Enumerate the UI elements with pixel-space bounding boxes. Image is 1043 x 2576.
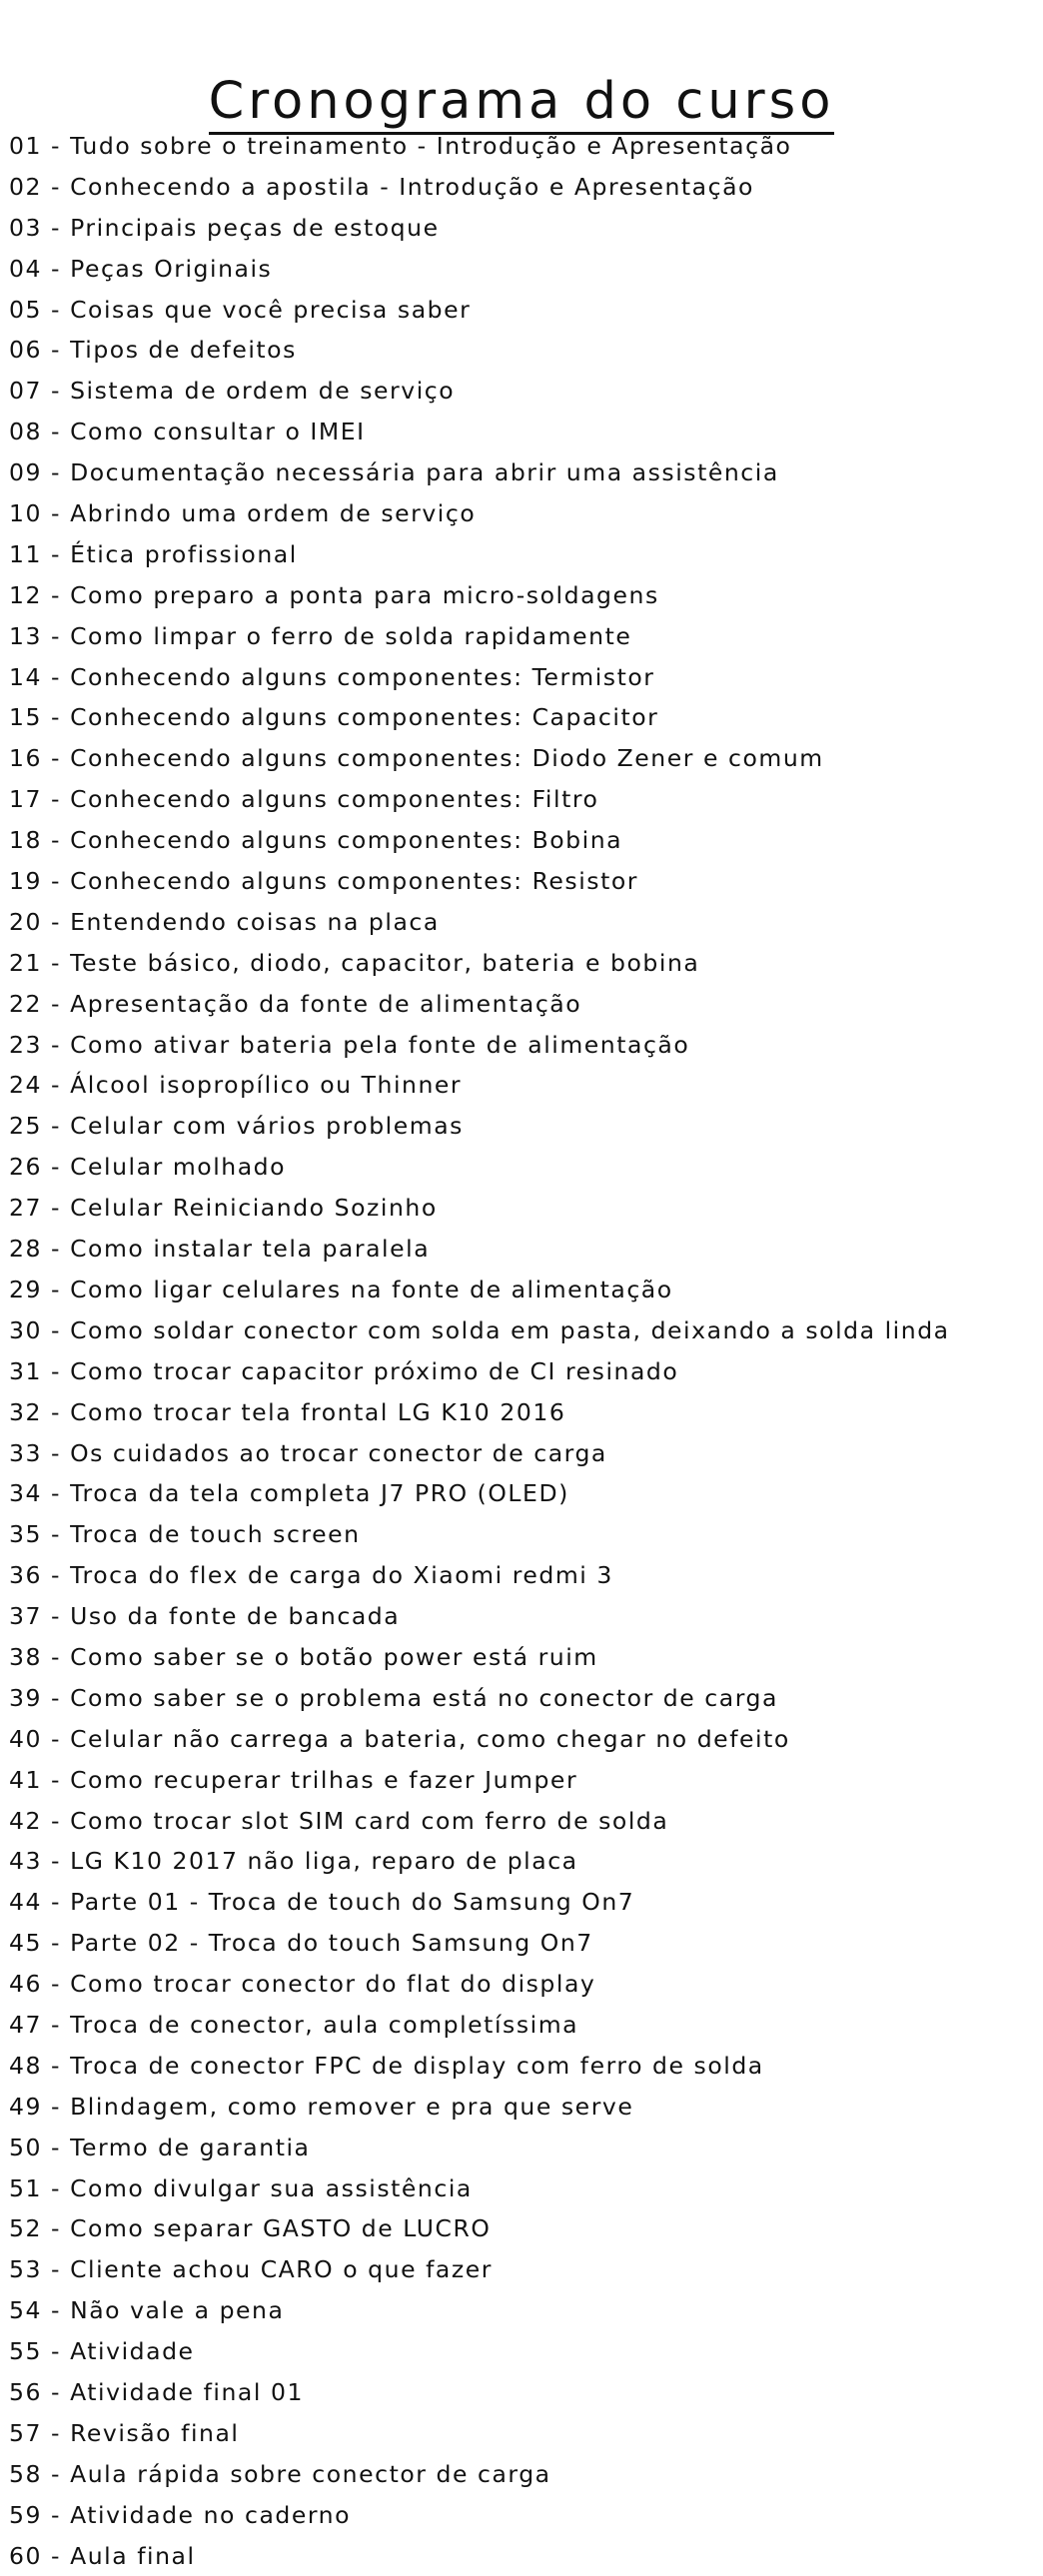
page-title-text: Cronograma do curso [209,72,835,135]
lesson-item: 42 - Como trocar slot SIM card com ferro de solda [9,1806,669,1835]
lesson-item: 36 - Troca do flex de carga do Xiaomi redmi 3 [9,1561,613,1590]
lesson-item: 21 - Teste básico, diodo, capacitor, bateria e bobina [9,948,700,977]
lesson-item: 56 - Atividade final 01 [9,2377,304,2406]
lesson-item: 15 - Conhecendo alguns componentes: Capacitor [9,703,659,732]
lesson-item: 31 - Como trocar capacitor próximo de CI resinado [9,1356,679,1385]
lesson-item: 37 - Uso da fonte de bancada [9,1602,401,1631]
lesson-item: 38 - Como saber se o botão power está ruim [9,1642,598,1671]
lesson-item: 48 - Troca de conector FPC de display com ferro de solda [9,2051,764,2080]
lesson-item: 53 - Cliente achou CARO o que fazer [9,2255,493,2284]
lesson-list [9,126,950,2576]
lesson-item: 41 - Como recuperar trilhas e fazer Jumper [9,1765,578,1794]
lesson-item: 10 - Abrindo uma ordem de serviço [9,499,477,528]
lesson-item: 47 - Troca de conector, aula completíssima [9,2010,579,2039]
lesson-item: 20 - Entendendo coisas na placa [9,907,440,936]
lesson-item: 14 - Conhecendo alguns componentes: Termistor [9,662,655,691]
page-title [0,72,1043,132]
lesson-item: 23 - Como ativar bateria pela fonte de alimentação [9,1030,690,1059]
lesson-item: 18 - Conhecendo alguns componentes: Bobina [9,826,623,855]
lesson-item: 06 - Tipos de defeitos [9,336,297,365]
lesson-item: 03 - Principais peças de estoque [9,213,440,242]
lesson-item: 34 - Troca da tela completa J7 PRO (OLED) [9,1479,569,1508]
lesson-item: 32 - Como trocar tela frontal LG K10 2016 [9,1397,566,1426]
lesson-item: 52 - Como separar GASTO de LUCRO [9,2214,492,2243]
lesson-item: 02 - Conhecendo a apostila - Introdução e Apresentação [9,172,754,201]
lesson-item: 30 - Como soldar conector com solda em pasta, deixando a solda linda [9,1315,950,1344]
lesson-item: 08 - Como consultar o IMEI [9,418,366,446]
lesson-item: 40 - Celular não carrega a bateria, como chegar no defeito [9,1724,790,1753]
lesson-item: 24 - Álcool isopropílico ou Thinner [9,1071,463,1100]
lesson-item: 13 - Como limpar o ferro de solda rapidamente [9,621,632,650]
lesson-item: 07 - Sistema de ordem de serviço [9,377,456,406]
lesson-item: 17 - Conhecendo alguns componentes: Filtro [9,785,599,814]
lesson-item: 59 - Atividade no caderno [9,2500,352,2529]
lesson-item: 22 - Apresentação da fonte de alimentação [9,989,582,1018]
lesson-item: 11 - Ética profissional [9,539,298,568]
lesson-item: 19 - Conhecendo alguns componentes: Resistor [9,867,638,896]
lesson-item: 26 - Celular molhado [9,1153,287,1182]
lesson-item: 25 - Celular com vários problemas [9,1112,464,1141]
lesson-item: 43 - LG K10 2017 não liga, reparo de placa [9,1847,578,1876]
lesson-item: 09 - Documentação necessária para abrir uma assistência [9,458,779,487]
lesson-item: 44 - Parte 01 - Troca de touch do Samsung On7 [9,1888,635,1917]
lesson-item: 54 - Não vale a pena [9,2296,285,2325]
lesson-item: 60 - Aula final [9,2541,196,2570]
lesson-item: 57 - Revisão final [9,2418,240,2447]
lesson-item: 51 - Como divulgar sua assistência [9,2173,473,2202]
lesson-item: 27 - Celular Reiniciando Sozinho [9,1194,438,1223]
lesson-item: 28 - Como instalar tela paralela [9,1235,431,1264]
lesson-item: 04 - Peças Originais [9,254,273,283]
lesson-item: 12 - Como preparo a ponta para micro-soldagens [9,580,659,609]
lesson-item: 16 - Conhecendo alguns componentes: Diodo Zener e comum [9,744,824,773]
lesson-item: 58 - Aula rápida sobre conector de carga [9,2459,551,2488]
lesson-item: 29 - Como ligar celulares na fonte de alimentação [9,1275,673,1303]
lesson-item: 39 - Como saber se o problema está no conector de carga [9,1683,778,1712]
lesson-item: 50 - Termo de garantia [9,2133,311,2161]
lesson-item: 49 - Blindagem, como remover e pra que serve [9,2092,634,2121]
lesson-item: 45 - Parte 02 - Troca do touch Samsung On7 [9,1929,593,1958]
lesson-item: 46 - Como trocar conector do flat do display [9,1970,596,1999]
lesson-item: 55 - Atividade [9,2337,195,2366]
lesson-item: 05 - Coisas que você precisa saber [9,295,472,324]
lesson-item: 01 - Tudo sobre o treinamento - Introdução e Apresentação [9,132,792,160]
lesson-item: 35 - Troca de touch screen [9,1520,361,1549]
lesson-item: 33 - Os cuidados ao trocar conector de carga [9,1438,607,1467]
